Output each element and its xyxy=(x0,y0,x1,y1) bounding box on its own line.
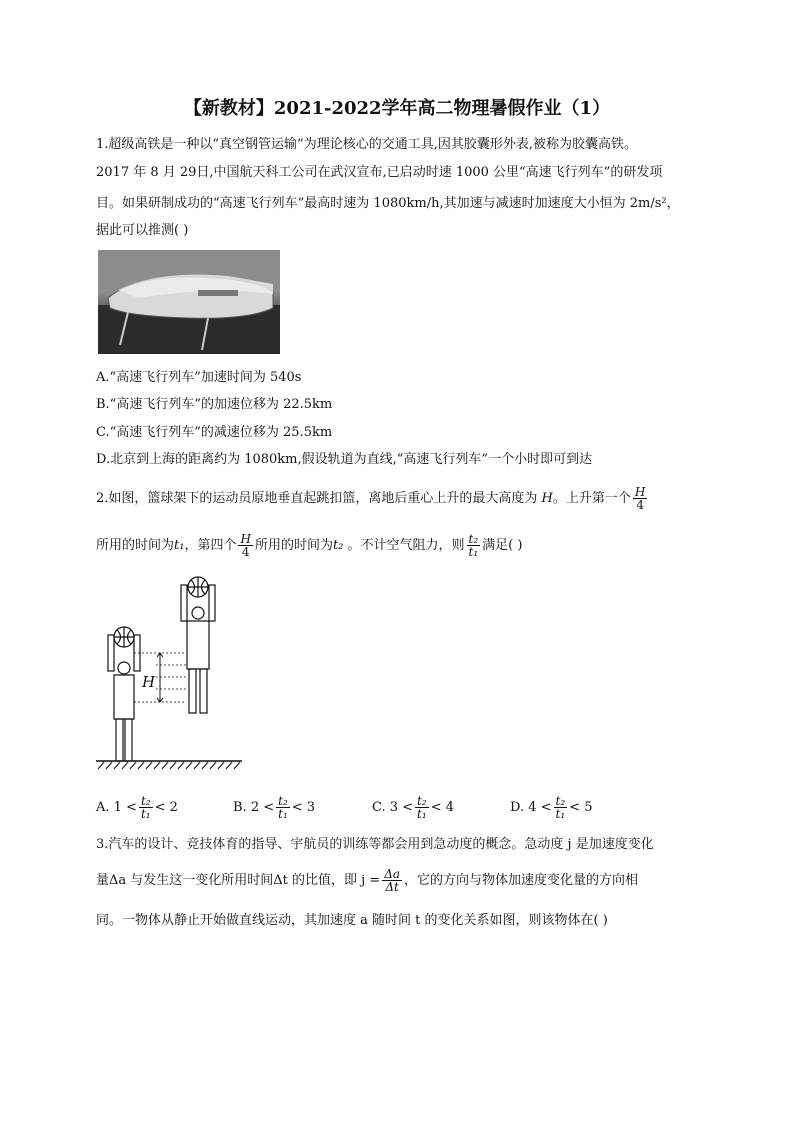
option-fraction xyxy=(415,795,429,820)
q2-option-a xyxy=(96,795,178,820)
q1-option-a: A.“高速飞行列车”加速时间为 540s xyxy=(96,370,302,385)
option-suffix: < 4 xyxy=(430,800,454,815)
option-suffix: < 2 xyxy=(154,800,178,815)
height-arrow xyxy=(157,653,163,702)
fraction-denominator: 4 xyxy=(241,545,250,559)
option-suffix: < 5 xyxy=(569,800,593,815)
q2-text-2e: 满足( ) xyxy=(482,538,523,553)
q1-line-4: 据此可以推测( ) xyxy=(96,223,189,238)
q1-line-2: 2017 年 8 月 29日,中国航天科工公司在武汉宣布,已启动时速 1000 公里“高速飞行列车”的研发项 xyxy=(96,165,663,180)
height-label: H xyxy=(142,673,156,691)
option-prefix: A. 1 < xyxy=(96,800,137,815)
q2-text-2a: 所用的时间为 xyxy=(96,538,175,553)
q3-text-2a: 量Δa 与发生这一变化所用时间Δt 的比值，即 j = xyxy=(96,873,381,888)
fraction-numerator: H xyxy=(634,485,646,499)
option-fraction xyxy=(276,795,290,820)
fraction-numerator: t₂ xyxy=(278,794,288,808)
option-prefix: D. 4 < xyxy=(510,800,552,815)
fraction-denominator: 4 xyxy=(636,498,644,512)
q2-text-1b: 。上升第一个 xyxy=(552,491,631,506)
option-fraction xyxy=(139,795,153,820)
page-title: 【新教材】2021-2022学年高二物理暑假作业（1） xyxy=(183,98,611,119)
option-prefix: B. 2 < xyxy=(233,800,275,815)
q2-text-2c: 所用的时间为 xyxy=(254,538,333,553)
option-suffix: < 3 xyxy=(291,800,316,815)
q2-text-1a: 2.如图，篮球架下的运动员原地垂直起跳扣篮，离地后重心上升的最大高度为 xyxy=(96,491,542,506)
q1-option-d: D.北京到上海的距离约为 1080km,假设轨道为直线,“高速飞行列车”一个小时即可到达 xyxy=(96,452,593,467)
q2-text-2d: 。不计空气阻力，则 xyxy=(343,538,465,553)
fraction-numerator: t₂ xyxy=(417,794,427,808)
ground-hatching xyxy=(98,762,240,769)
hyperloop-train-photo xyxy=(98,250,280,354)
q2-option-c xyxy=(372,795,454,820)
fraction-numerator: t₂ xyxy=(468,532,479,546)
q2-line-1 xyxy=(96,486,649,511)
q3-text-2b: ，它的方向与物体加速度变化量的方向相 xyxy=(404,873,639,888)
standing-player xyxy=(108,627,140,761)
q2-option-d xyxy=(510,795,592,820)
fraction-denominator: t₁ xyxy=(417,807,427,821)
q2-option-b xyxy=(233,795,315,820)
q3-line-1: 3.汽车的设计、竞技体育的指导、宇航员的训练等都会用到急动度的概念。急动度 j 是加速度变化 xyxy=(96,837,654,852)
fraction-denominator: t₁ xyxy=(468,545,479,559)
q2-fraction-h-over-4-a xyxy=(633,486,647,511)
fraction-numerator: Δa xyxy=(384,867,401,881)
q2-fraction-h-over-4-b xyxy=(238,533,252,558)
q1-line-1: 1.超级高铁是一种以“真空钢管运输”为理论核心的交通工具,因其胶囊形外表,被称为胶囊高铁。 xyxy=(96,137,637,152)
fraction-denominator: t₁ xyxy=(140,807,151,821)
q2-text-2b: ，第四个 xyxy=(184,538,237,553)
option-fraction xyxy=(554,795,568,820)
fraction-denominator: Δt xyxy=(385,880,399,894)
fraction-numerator: t₂ xyxy=(555,794,566,808)
q2-line-2 xyxy=(96,533,522,558)
q2-var-h: H xyxy=(541,491,553,506)
q1-option-c: C.“高速飞行列车”的减速位移为 25.5km xyxy=(96,425,333,440)
fraction-denominator: t₁ xyxy=(278,807,288,821)
fraction-numerator: H xyxy=(240,532,251,546)
q2-var-t1: t₁ xyxy=(174,538,185,553)
fraction-denominator: t₁ xyxy=(555,807,566,821)
q3-line-3: 同。一物体从静止开始做直线运动，其加速度 a 随时间 t 的变化关系如图，则该物体在( ) xyxy=(96,913,608,928)
q3-line-2 xyxy=(96,868,638,893)
q1-line-3: 目。如果研制成功的“高速飞行列车”最高时速为 1080km/h,其加速与减速时加速度大小恒为 2m/s²， xyxy=(96,196,680,211)
q2-var-t2: t₂ xyxy=(332,538,344,553)
hyperloop-illustration xyxy=(98,250,280,354)
jumping-player xyxy=(181,577,215,713)
option-prefix: C. 3 < xyxy=(372,800,414,815)
fraction-numerator: t₂ xyxy=(140,794,151,808)
q3-fraction-da-dt xyxy=(382,868,402,893)
basketball-jump-figure xyxy=(94,575,244,775)
q1-option-b: B.“高速飞行列车”的加速位移为 22.5km xyxy=(96,397,333,412)
q2-fraction-t2-over-t1 xyxy=(467,533,481,558)
